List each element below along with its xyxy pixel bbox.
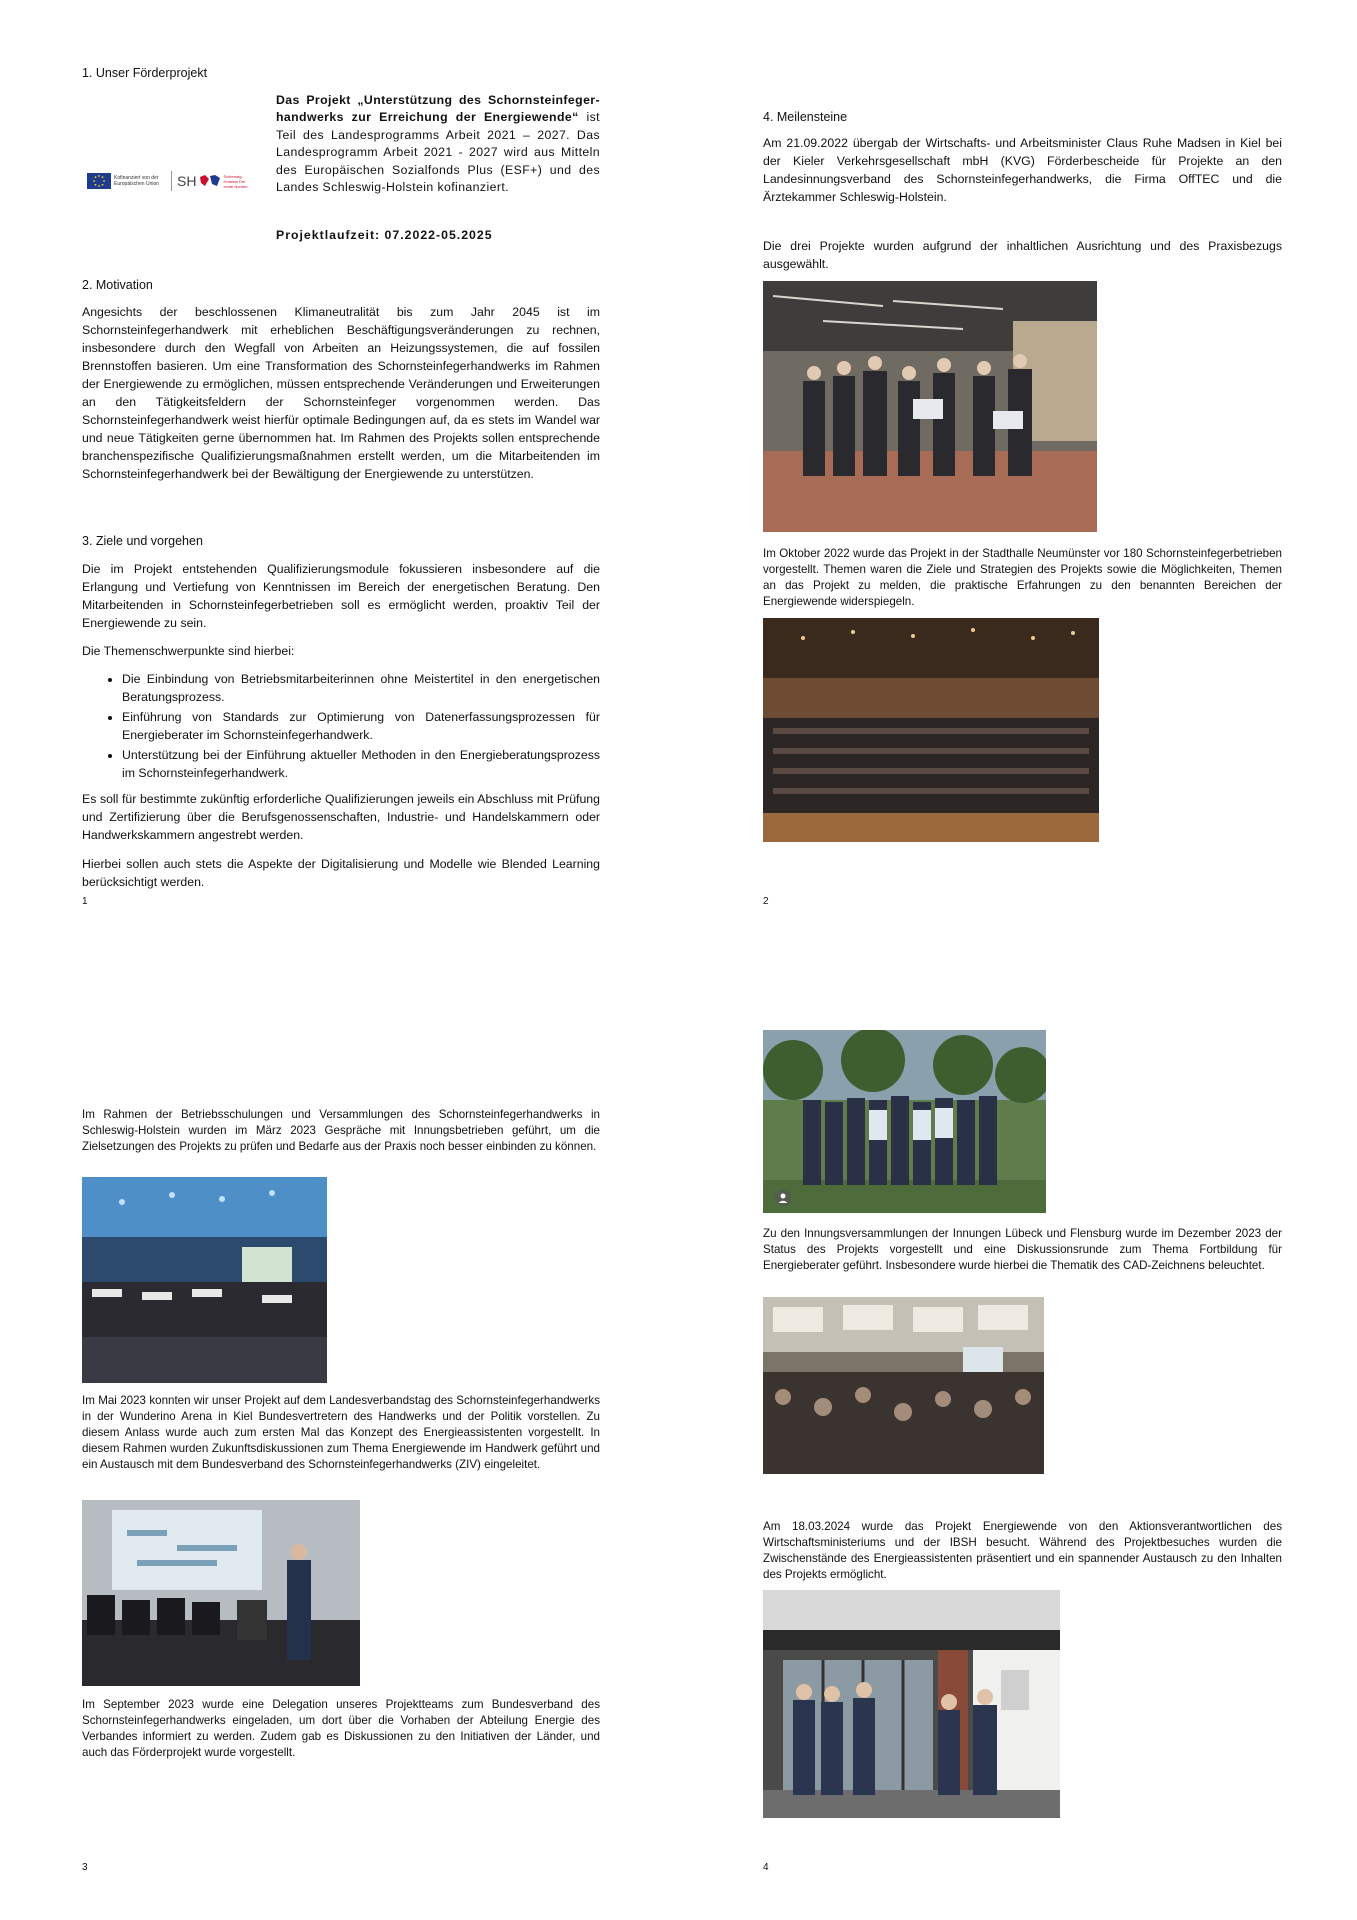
goals-paragraph-2: Es soll für bestimmte zukünftig erforderliche Qualifizierungen jeweils ein Abschluss mit Prüfung und Zertifizierung über die Berufsgenossenschaften, Industrie- und Handelskammern oder Handwerkskammern angestrebt werden. bbox=[82, 792, 600, 842]
intro-lead: Das Projekt bbox=[276, 93, 351, 107]
photo-group-outdoor bbox=[763, 1030, 1046, 1213]
sh-logo-text: SH bbox=[177, 173, 197, 189]
list-item: • Die Einbindung von Betriebsmitarbeiterinnen ohne Meistertitel in den energetischen Beratungsprozess. bbox=[122, 670, 600, 706]
photo-stadthalle-audience bbox=[763, 618, 1099, 842]
intro-rest: ist Teil des Landesprogramms Arbeit 2021 – 2027. Das Landesprogramm Arbeit 2021 - 2027 wird aus Mitteln des Europäischen Sozialfonds Plus (ESF+) und des Landes Schleswig-Holstein kofinanziert. bbox=[276, 110, 600, 195]
page4-paragraph-2: Am 18.03.2024 wurde das Projekt Energiewende von den Aktionsverantwortlichen des Wirtschaftsministeriums und der IBSH besucht. Während des Projektbesuches wurden die Zwischenstände des Energieassistenten präsentiert und ein spannender Austausch zu den Inhalten des Projekts ermöglicht. bbox=[763, 1520, 1282, 1581]
photo-betriebsschulung bbox=[82, 1177, 327, 1383]
page3-paragraph-3: Im September 2023 wurde eine Delegation unseres Projektteams zum Bundesverband des Schornsteinfegerhandwerks eingeladen, um dort über die Vorhaben der Abteilung Energie des Verbandes informiert zu werden. Zudem gab es Diskussionen zu den Initiativen der Länder, und auch das Förderprojekt wurde vorgestellt. bbox=[82, 1698, 600, 1759]
section1-heading: 1. Unser Förderprojekt bbox=[82, 66, 208, 80]
page3-paragraph-2: Im Mai 2023 konnten wir unser Projekt auf dem Landesverbandstag des Schornsteinfegerhandwerks in der Wunderino Arena in Kiel Bundesvertretern des Handwerks und der Politik vorstellen. Zu diesem Anlass wurde auch zum ersten Mal das Konzept des Energieassistenten vorgestellt. In diesem Rahmen wurden Zukunftsdiskussionen zum Thema Energiewende im Handwerk geführt und ein Austausch mit dem Bundesverband des Schornsteinfegerhandwerks (ZIV) eingeleitet. bbox=[82, 1394, 600, 1471]
motivation-paragraph: Angesichts der beschlossenen Klimaneutralität bis zum Jahr 2045 ist im Schornsteinfegerhandwerk mit erheblichen Beschäftigungsveränderungen zu rechnen, insbesondere durch den Wegfall von Arbeiten an Heizungssystemen, die auf fossilen Brennstoffen basieren. Um eine Transformation des Schornsteinfegerhandwerks im Rahmen der Energiewende zu ermöglichen, müssen entsprechende Veränderungen und Erweiterungen an den Tätigkeitsfeldern der Schornsteinfeger vorgenommen werden. Das Schornsteinfegerhandwerk weist hierfür optimale Bedingungen auf, da es stets im Wandel war und neue Tätigkeiten gerne übernommen hat. Im Rahmen des Projekts sollen entsprechende branchenspezifische Qualifizierungsmaßnahmen erstellt werden, um die Mitarbeitenden im Schornsteinfegerhandwerk bei der Bewältigung der Energiewende zu unterstützen. bbox=[82, 305, 600, 481]
page-number: 3 bbox=[82, 1862, 88, 1873]
funding-logos bbox=[87, 170, 259, 192]
intro-paragraph bbox=[276, 92, 600, 196]
eu-flag-icon bbox=[87, 173, 111, 189]
photo-innungsversammlung bbox=[763, 1297, 1044, 1474]
page3-paragraph-1: Im Rahmen der Betriebsschulungen und Versammlungen des Schornsteinfegerhandwerks in Schleswig-Holstein wurden im März 2023 Gespräche mit Innungsbetrieben geführt, um die Zielsetzungen des Projekts zu prüfen und Bedarfe aus der Praxis noch besser einbinden zu können. bbox=[82, 1108, 600, 1153]
project-runtime: Projektlaufzeit: 07.2022-05.2025 bbox=[276, 228, 493, 242]
section4-heading: 4. Meilensteine bbox=[763, 110, 848, 124]
milestone-paragraph-3: Im Oktober 2022 wurde das Projekt in der Stadthalle Neumünster vor 180 Schornsteinfegerbetrieben vorgestellt. Themen waren die Ziele und Strategien des Projekts sowie die Möglichkeiten, Themen an das Projekt zu melden, die praktische Erfahrungen zu den benannten Bereichen der Energiewende widerspiegeln. bbox=[763, 547, 1282, 608]
list-item: • Unterstützung bei der Einführung aktueller Methoden in den Energieberatungsprozess im Schornsteinfegerhandwerk. bbox=[122, 746, 600, 782]
list-item: • Einführung von Standards zur Optimierung von Datenerfassungsprozessen für Energieberater im Schornsteinfegerhandwerk. bbox=[122, 708, 600, 744]
sh-logo-subtext: Schleswig-Holstein Der echte Norden bbox=[223, 173, 248, 189]
person-icon bbox=[775, 1190, 791, 1206]
project-title: „Unterstützung des Schornsteinfeger-handwerks zur Erreichung der Energiewende“ bbox=[276, 93, 600, 125]
sh-coat-of-arms-icon bbox=[199, 174, 221, 188]
page4-paragraph-1: Zu den Innungsversammlungen der Innungen Lübeck und Flensburg wurde im Dezember 2023 der Status des Projekts vorgestellt und eine Diskussionsrunde zum Thema Fortbildung für Energieberater geführt. Insbesondere wurde hierbei die Thematik des CAD-Zeichnens beleuchtet. bbox=[763, 1227, 1282, 1272]
milestone-paragraph-1: Am 21.09.2022 übergab der Wirtschafts- und Arbeitsminister Claus Ruhe Madsen in Kiel bei der Kieler Verkehrsgesellschaft mbH (KVG) Förderbescheide für Projekte an den Landesinnungsverband des Schornsteinfegerhandwerks, die Firma OffTEC und die Ärztekammer Schleswig-Holstein. bbox=[763, 136, 1282, 204]
page-number: 2 bbox=[763, 896, 769, 907]
goals-paragraph-3: Hierbei sollen auch stets die Aspekte der Digitalisierung und Modelle wie Blended Learning berücksichtigt werden. bbox=[82, 857, 600, 889]
page-number: 1 bbox=[82, 896, 88, 907]
themes-list bbox=[82, 670, 600, 782]
section3-heading: 3. Ziele und vorgehen bbox=[82, 534, 203, 548]
page-number: 4 bbox=[763, 1862, 769, 1873]
themes-intro: Die Themenschwerpunkte sind hierbei: bbox=[82, 644, 295, 658]
photo-award-ceremony bbox=[763, 281, 1097, 532]
goals-paragraph-1: Die im Projekt entstehenden Qualifizierungsmodule fokussieren insbesondere auf die Erlangung und Vertiefung von Kenntnissen im Bereich der energetischen Beratung. Den Mitarbeitenden in Schornsteinfegerbetrieben soll es ermöglicht werden, proaktiv Teil der Energiewende zu sein. bbox=[82, 562, 600, 630]
photo-project-visit bbox=[763, 1590, 1060, 1818]
eu-logo-text: Kofinanziert von der Europäischen Union bbox=[114, 175, 160, 187]
section2-heading: 2. Motivation bbox=[82, 278, 153, 292]
photo-landesverbandstag bbox=[82, 1500, 360, 1686]
milestone-paragraph-2: Die drei Projekte wurden aufgrund der inhaltlichen Ausrichtung und des Praxisbezugs ausgewählt. bbox=[763, 239, 1282, 271]
